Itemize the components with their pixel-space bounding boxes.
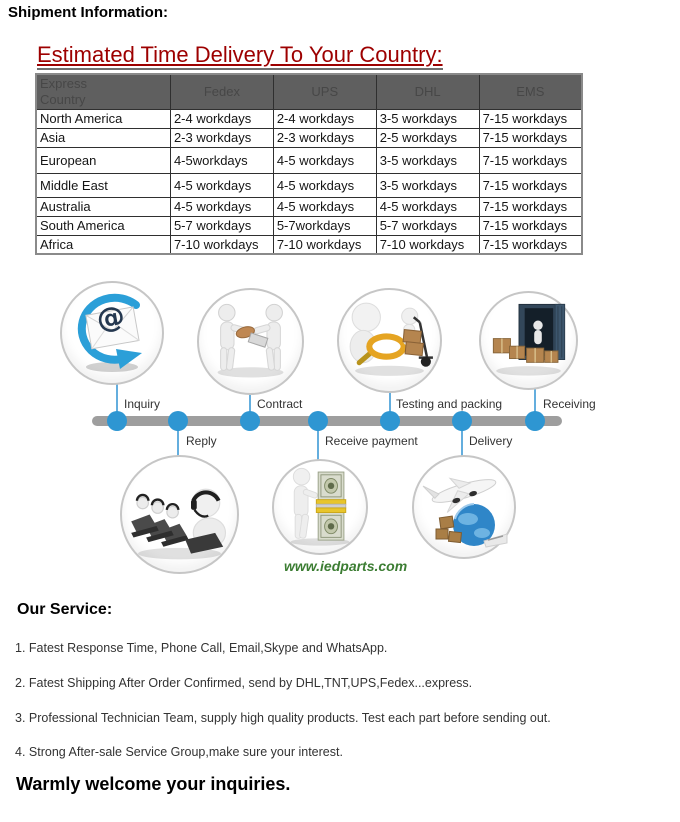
reply-circle — [120, 455, 239, 574]
table-cell: 2-5 workdays — [376, 128, 479, 147]
timeline-dot-inquiry — [107, 411, 127, 431]
contract-circle — [197, 288, 304, 395]
step-label-inquiry: Inquiry — [124, 397, 161, 411]
timeline-dot-receive-payment — [308, 411, 328, 431]
table-cell: 2-3 workdays — [273, 128, 376, 147]
figures-exchange-icon — [199, 290, 302, 393]
table-cell: 2-3 workdays — [170, 128, 273, 147]
table-row — [36, 109, 582, 128]
delivery-time-heading: Estimated Time Delivery To Your Country: — [37, 42, 443, 70]
table-cell: 7-10 workdays — [170, 235, 273, 254]
money-stack-icon — [274, 461, 366, 553]
call-center-icon — [122, 457, 237, 572]
receiving-circle — [479, 291, 578, 390]
service-item-3: 3. Professional Technician Team, supply high quality products. Test each part before sending out. — [15, 711, 551, 725]
timeline-dot-receiving — [525, 411, 545, 431]
table-cell: 4-5 workdays — [273, 147, 376, 173]
region-cell: European — [36, 147, 170, 173]
corner-header-express-country — [36, 74, 170, 109]
table-cell: 2-4 workdays — [170, 109, 273, 128]
table-row — [36, 216, 582, 235]
table-row — [36, 173, 582, 197]
table-cell: 4-5workdays — [170, 147, 273, 173]
table-row — [36, 128, 582, 147]
table-header-row — [36, 74, 582, 109]
column-header-dhl: DHL — [376, 74, 479, 109]
table-cell: 7-15 workdays — [479, 109, 582, 128]
step-label-receive-payment: Receive payment — [325, 434, 418, 448]
table-cell: 7-10 workdays — [273, 235, 376, 254]
step-label-receiving: Receiving — [543, 397, 596, 411]
column-header-ups: UPS — [273, 74, 376, 109]
timeline-dot-testing — [380, 411, 400, 431]
svg-text:@: @ — [93, 298, 128, 337]
region-cell: North America — [36, 109, 170, 128]
timeline-dot-delivery — [452, 411, 472, 431]
region-cell: Africa — [36, 235, 170, 254]
service-item-2: 2. Fatest Shipping After Order Confirmed, send by DHL,TNT,UPS,Fedex...express. — [15, 676, 473, 690]
shipment-title: Shipment Information: — [8, 4, 168, 21]
table-cell: 2-4 workdays — [273, 109, 376, 128]
testing-packing-circle — [337, 288, 442, 393]
region-cell: Asia — [36, 128, 170, 147]
table-cell: 5-7workdays — [273, 216, 376, 235]
table-cell: 7-15 workdays — [479, 128, 582, 147]
table-row — [36, 147, 582, 173]
table-cell: 4-5 workdays — [273, 197, 376, 216]
table-cell: 4-5 workdays — [376, 197, 479, 216]
table-cell: 4-5 workdays — [273, 173, 376, 197]
table-cell: 3-5 workdays — [376, 147, 479, 173]
region-cell: Middle East — [36, 173, 170, 197]
table-cell: 5-7 workdays — [376, 216, 479, 235]
table-cell: 4-5 workdays — [170, 173, 273, 197]
step-label-testing: Testing and packing — [396, 397, 503, 411]
column-header-ems: EMS — [479, 74, 582, 109]
magnifier-trolley-icon — [339, 290, 440, 391]
table-cell: 3-5 workdays — [376, 109, 479, 128]
table-cell: 7-15 workdays — [479, 147, 582, 173]
table-cell: 5-7 workdays — [170, 216, 273, 235]
service-item-4: 4. Strong After-sale Service Group,make sure your interest. — [15, 745, 343, 759]
table-cell: 7-15 workdays — [479, 235, 582, 254]
table-cell: 7-15 workdays — [479, 197, 582, 216]
timeline-dot-reply — [168, 411, 188, 431]
airplane-globe-icon — [414, 457, 514, 557]
corner-header-line2: Country — [40, 91, 86, 107]
column-header-fedex: Fedex — [170, 74, 273, 109]
table-cell: 7-15 workdays — [479, 216, 582, 235]
table-cell: 7-10 workdays — [376, 235, 479, 254]
step-label-reply: Reply — [186, 434, 217, 448]
table-cell: 7-15 workdays — [479, 173, 582, 197]
container-boxes-icon — [481, 293, 576, 388]
connector-receive-payment — [317, 426, 319, 462]
our-service-heading: Our Service: — [17, 601, 113, 618]
delivery-circle — [412, 455, 516, 559]
step-label-delivery: Delivery — [469, 434, 513, 448]
table-cell: 4-5 workdays — [170, 197, 273, 216]
table-cell: 3-5 workdays — [376, 173, 479, 197]
email-at-icon — [62, 283, 162, 383]
website-url: www.iedparts.com — [284, 558, 408, 574]
timeline-dot-contract — [240, 411, 260, 431]
receive-payment-circle — [272, 459, 368, 555]
region-cell: South America — [36, 216, 170, 235]
closing-statement: Warmly welcome your inquiries. — [16, 774, 291, 794]
region-cell: Australia — [36, 197, 170, 216]
step-label-contract: Contract — [257, 397, 303, 411]
inquiry-circle — [60, 281, 164, 385]
service-item-1: 1. Fatest Response Time, Phone Call, Email,Skype and WhatsApp. — [15, 641, 388, 655]
corner-header-line1: Express — [40, 76, 87, 92]
table-row — [36, 235, 582, 254]
table-row — [36, 197, 582, 216]
delivery-time-table — [35, 73, 583, 255]
